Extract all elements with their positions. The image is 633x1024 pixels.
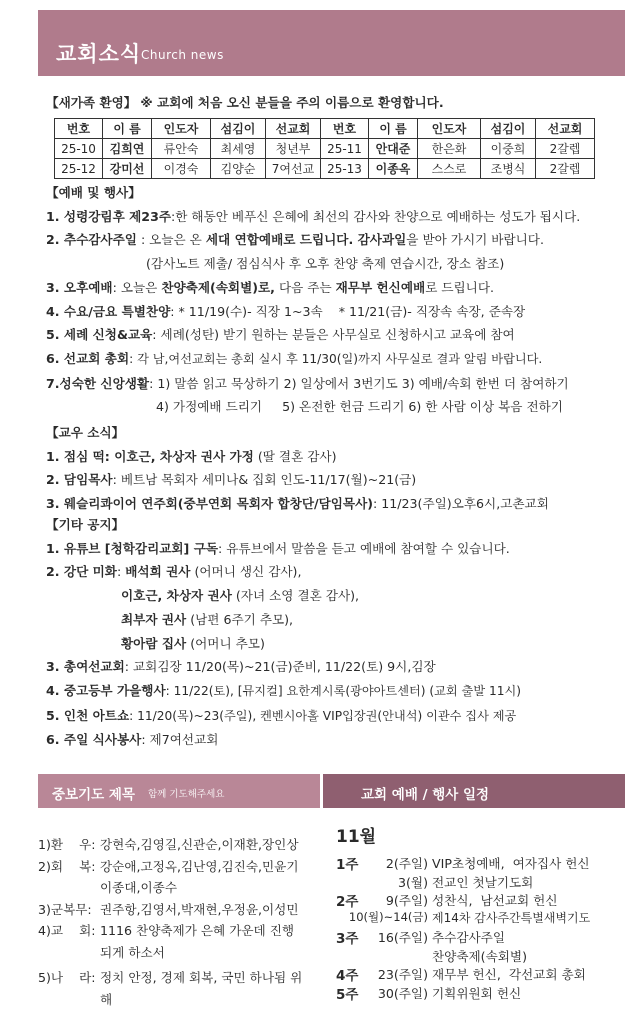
item-title: 7.성숙한 신앙생활	[46, 375, 150, 391]
other-item-4	[46, 679, 616, 704]
item-text: : 각 남,여선교회는 총회 실시 후 11/30(일)까지 사무실로 결과 알림 바랍니다.	[129, 351, 543, 366]
prayer-text: 정치 안정, 경제 회복, 국민 하나됨 위해	[100, 970, 303, 1007]
col-guide: 인도자	[152, 119, 211, 139]
item-title: 3. 오후예배	[46, 279, 113, 295]
col-name: 이 름	[369, 119, 418, 139]
flower-donor: 황아람 집사	[121, 635, 187, 651]
col-name: 이 름	[103, 119, 152, 139]
members-heading: 【교우 소식】	[46, 425, 125, 440]
col-guide: 인도자	[418, 119, 481, 139]
col-mission: 선교회	[536, 119, 595, 139]
other-item-2-line	[46, 632, 616, 656]
table-cell: 김희연	[103, 139, 152, 159]
item-text: (딸 결혼 감사)	[253, 448, 337, 464]
worship-item-7-cont: 4) 가정예배 드리기 5) 온전한 헌금 드리기 6) 한 사람 이상 복음 전하기	[156, 399, 563, 415]
item-text: 을 받아 가시기 바랍니다.	[406, 232, 544, 248]
item-title: 1. 성령강림후 제23주	[46, 208, 172, 224]
schedule-date: 30(주일)	[377, 985, 428, 1001]
list-item	[336, 964, 626, 983]
table-cell: 최세영	[211, 139, 266, 159]
prayer-text: 강현숙,김영길,신관순,이재환,장인상	[100, 837, 299, 852]
table-row	[55, 139, 595, 159]
table-cell: 2갈렙	[536, 159, 595, 179]
item-text: :	[116, 564, 126, 580]
table-cell: 조병식	[481, 159, 536, 179]
schedule-event: 성찬식, 남선교회 헌신	[432, 893, 558, 908]
schedule-event: 재무부 헌신, 각선교회 총회	[432, 967, 586, 982]
schedule-date: 3(월)	[397, 874, 428, 890]
newcomers-table	[54, 118, 595, 179]
newcomers-heading: 【새가족 환영】	[46, 95, 137, 110]
schedule-event: VIP초청예배, 여자집사 헌신	[432, 856, 590, 871]
table-cell: 이중희	[481, 139, 536, 159]
item-title: 4. 수요/금요 특별찬양	[46, 303, 171, 319]
table-cell: 25-12	[55, 159, 103, 179]
item-text: : 제7여선교회	[141, 732, 219, 748]
item-title: 6. 주일 식사봉사	[46, 732, 142, 748]
schedule-date: 16(주일)	[377, 930, 428, 945]
item-text: : 11/20(목)~23(주일), 켄벤시아홀 VIP입장권(안내석) 이관수 집사 제공	[129, 708, 517, 723]
item-text: 로 드립니다.	[425, 279, 495, 295]
table-row	[55, 159, 595, 179]
prayer-label: 2)회 복:	[38, 858, 96, 874]
list-item	[38, 967, 306, 1010]
members-section	[46, 421, 616, 516]
prayer-text: 권주항,김영서,박재현,우정윤,이성민	[100, 901, 299, 917]
schedule-date: 23(주일)	[377, 967, 428, 982]
worship-item-1	[46, 205, 616, 229]
schedule-date: 2(주일)	[385, 856, 428, 871]
worship-section	[46, 181, 616, 419]
flower-donor: 배석희 권사	[125, 564, 191, 580]
prayer-text: 강순애,고정옥,김난영,김진숙,민윤기 이종대,이종수	[100, 858, 299, 895]
item-highlight: 재무부 헌신예배	[335, 279, 426, 295]
table-cell: 이경숙	[152, 159, 211, 179]
schedule-week: 4주	[336, 968, 359, 984]
item-title: 2. 담임목사	[46, 472, 113, 488]
table-cell: 강미선	[103, 159, 152, 179]
other-item-6	[46, 728, 616, 752]
page-title: 교회소식	[56, 42, 142, 66]
list-item	[38, 899, 306, 921]
table-cell: 25-10	[55, 139, 103, 159]
item-title: 1. 유튜브 [청학감리교회] 구독	[46, 540, 219, 556]
other-section	[46, 513, 616, 752]
schedule-month: 11월	[336, 827, 377, 847]
list-item	[336, 983, 626, 1002]
item-title: 3. 웨슬리콰이어 연주회(중부연회 목회자 합창단/담임목사)	[46, 496, 374, 512]
worship-item-5	[46, 323, 616, 347]
prayer-label: 3)군복무:	[38, 901, 92, 917]
schedule-header	[323, 774, 625, 808]
prayer-label: 5)나 라:	[38, 970, 96, 985]
prayer-label: 4)교 회:	[38, 923, 96, 938]
table-cell: 안대준	[369, 139, 418, 159]
schedule-title: 교회 예배 / 행사 일정	[361, 787, 490, 803]
other-item-2-line	[46, 584, 616, 608]
worship-item-4	[46, 300, 616, 324]
col-number: 번호	[321, 119, 369, 139]
schedule-week: 3주	[336, 931, 359, 947]
flower-reason: (어머니 추모)	[186, 635, 265, 651]
table-cell: 7여선교	[266, 159, 321, 179]
schedule-week: 1주	[336, 857, 359, 873]
col-number: 번호	[55, 119, 103, 139]
schedule-event: 추수감사주일	[432, 930, 505, 945]
newcomers-heading-line	[46, 92, 616, 111]
item-title: 6. 선교회 총회	[46, 350, 130, 366]
worship-item-2	[46, 228, 616, 252]
item-title: 3. 총여선교회	[46, 659, 125, 675]
prayer-text: 1116 찬양축제가 은혜 가운데 진행되게 하소서	[100, 923, 295, 960]
list-item	[38, 856, 306, 899]
table-cell: 김양순	[211, 159, 266, 179]
item-text: : 유튜브에서 말씀을 듣고 예배에 참여할 수 있습니다.	[218, 540, 510, 556]
flower-reason: (어머니 생신 감사),	[190, 564, 302, 580]
page-subtitle: Church news	[141, 48, 224, 62]
table-cell: 청년부	[266, 139, 321, 159]
item-text: : 오늘은	[112, 279, 162, 295]
members-item-1	[46, 445, 616, 469]
item-title: 5. 인천 아트쇼	[46, 707, 130, 723]
other-item-3	[46, 655, 616, 679]
item-title: 1. 점심 떡: 이호근, 차상자 권사 가정	[46, 448, 254, 464]
list-item	[38, 834, 306, 856]
list-item	[336, 853, 626, 872]
newcomers-note: ※ 교회에 처음 오신 분들을 주의 이름으로 환영합니다.	[140, 95, 444, 110]
other-item-1	[46, 537, 616, 561]
other-item-2	[46, 560, 616, 584]
item-highlight: 찬양축제(속회별)로,	[161, 279, 275, 295]
list-item	[336, 890, 626, 909]
flower-donor: 최부자 권사	[121, 611, 187, 627]
schedule-list	[336, 822, 626, 1001]
item-title: 4. 중고등부 가을행사	[46, 682, 166, 698]
worship-item-3	[46, 276, 616, 300]
other-item-2-line	[46, 608, 616, 632]
prayer-title: 중보기도 제목	[52, 787, 135, 803]
prayer-header	[38, 774, 320, 808]
item-text: : 세례(성탄) 받기 원하는 분들은 사무실로 신청하시고 교육에 참여	[152, 327, 515, 343]
flower-reason: (남편 6주기 추모),	[186, 611, 294, 627]
schedule-event: 전교인 첫날기도회	[432, 874, 534, 890]
list-item	[336, 946, 626, 965]
worship-heading: 【예배 및 행사】	[46, 185, 141, 200]
schedule-date: 10(월)~14(금)	[348, 909, 428, 924]
schedule-week: 5주	[336, 986, 359, 1003]
table-cell: 25-11	[321, 139, 369, 159]
item-text: : 베트남 목회자 세미나& 집회 인도-11/17(월)~21(금)	[112, 472, 417, 488]
schedule-week: 2주	[336, 894, 359, 910]
prayer-label: 1)환 우:	[38, 837, 96, 852]
table-cell: 한은화	[418, 139, 481, 159]
item-text: : 오늘은 온	[136, 232, 206, 248]
item-title: 2. 강단 미화	[46, 564, 117, 580]
col-mission: 선교회	[266, 119, 321, 139]
prayer-list	[38, 834, 306, 1010]
flower-reason: (자녀 소영 결혼 감사),	[231, 588, 360, 604]
schedule-event: 기획위원회 헌신	[432, 985, 522, 1001]
table-cell: 스스로	[418, 159, 481, 179]
members-item-2	[46, 468, 616, 492]
worship-item-7	[46, 372, 616, 396]
schedule-date: 9(주일)	[385, 893, 428, 908]
table-cell: 2갈렙	[536, 139, 595, 159]
item-highlight: 세대 연합예배로 드립니다. 감사과일	[205, 232, 407, 248]
prayer-subtitle: 함께 기도해주세요	[148, 789, 225, 800]
worship-item-2-note: (감사노트 제출/ 점심식사 후 오후 찬양 축제 연습시간, 장소 참조)	[146, 256, 505, 272]
item-title: 5. 세례 신청&교육	[46, 327, 153, 343]
table-cell: 이종옥	[369, 159, 418, 179]
item-text: :한 해동안 베푸신 은혜에 최선의 감사와 찬양으로 예배하는 성도가 됩시다.	[171, 208, 581, 224]
col-helper: 섬김이	[481, 119, 536, 139]
list-item	[336, 927, 626, 946]
list-item	[336, 909, 626, 928]
table-cell: 류안숙	[152, 139, 211, 159]
schedule-event: 찬양축제(속회별)	[432, 948, 527, 964]
list-item	[38, 920, 306, 963]
item-title: 2. 추수감사주일	[46, 232, 137, 248]
other-item-5	[46, 704, 616, 729]
table-cell: 25-13	[321, 159, 369, 179]
table-header-row	[55, 119, 595, 139]
item-text: 다음 주는	[274, 279, 336, 295]
worship-item-6	[46, 347, 616, 372]
item-text: : 교회김장 11/20(목)~21(금)준비, 11/22(토) 9시,김장	[124, 659, 436, 675]
flower-donor: 이호근, 차상자 권사	[121, 588, 232, 604]
page-header	[38, 10, 625, 76]
list-item	[336, 872, 626, 891]
item-text: : 11/23(주일)오후6시,고촌교회	[373, 496, 549, 512]
schedule-event: 제14차 감사주간특별새벽기도	[432, 910, 591, 925]
other-heading: 【기타 공지】	[46, 517, 125, 532]
item-text: : * 11/19(수)- 직장 1~3속 * 11/21(금)- 직장속 속장, 준속장	[170, 303, 526, 319]
item-text: : 11/22(토), [뮤지컬] 요한계시록(광야아트센터) (교회 출발 11시)	[165, 683, 521, 698]
item-text: : 1) 말씀 읽고 묵상하기 2) 일상에서 3번기도 3) 예배/속회 한번 더 참여하기	[149, 375, 569, 391]
col-helper: 섬김이	[211, 119, 266, 139]
